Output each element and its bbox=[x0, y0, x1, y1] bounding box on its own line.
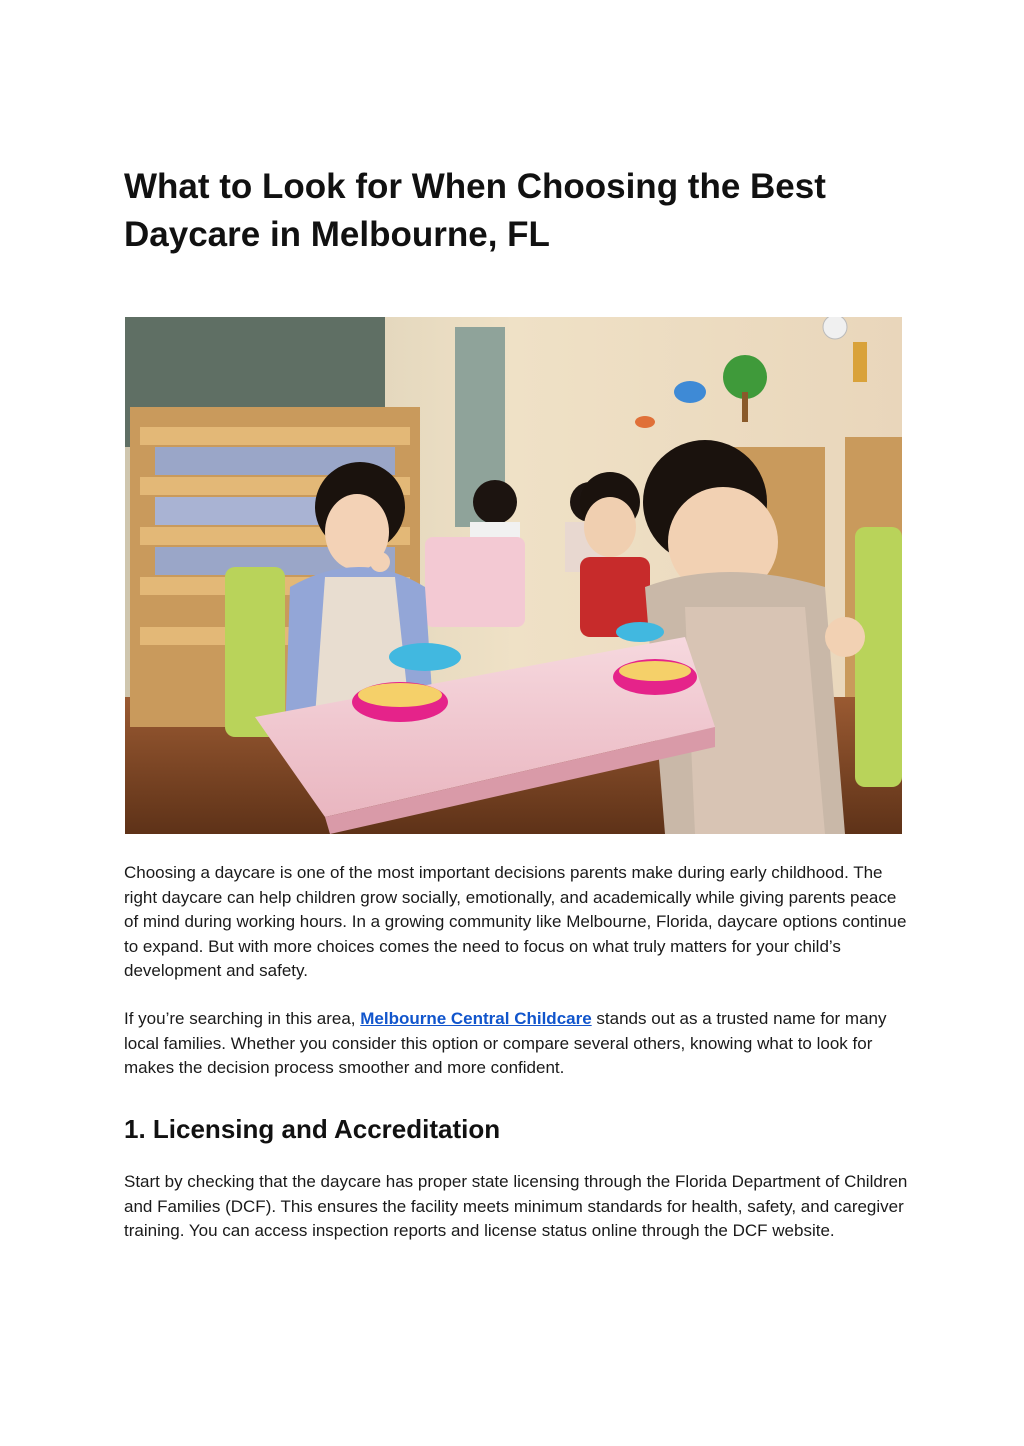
article-title-line1: What to Look for When Choosing the Best bbox=[124, 167, 826, 206]
intro-paragraph: Choosing a daycare is one of the most important decisions parents make during early childhood. The right daycare can help children grow socially, emotionally, and academically while giving parents peace of mind during working hours. In a growing community like Melbourne, Florida, daycare options continue to expand. But with more choices comes the need to focus on what truly matters for your child’s development and safety. bbox=[124, 863, 907, 981]
section-text-licensing: Start by checking that the daycare has proper state licensing through the Florida Department of Children and Families (DCF). This ensures the facility meets minimum standards for health, safety, and caregiver training. You can access inspection reports and license status online through the DCF website. bbox=[124, 1172, 908, 1241]
section-heading-licensing: 1. Licensing and Accreditation bbox=[124, 1114, 501, 1144]
article-title bbox=[124, 163, 914, 259]
article-title-line2: Daycare in Melbourne, FL bbox=[124, 215, 550, 254]
melbourne-central-childcare-link[interactable]: Melbourne Central Childcare bbox=[360, 1009, 592, 1028]
recommendation-paragraph bbox=[124, 1007, 914, 1081]
hero-photo-illustration bbox=[125, 317, 902, 834]
hero-image bbox=[125, 317, 902, 834]
recommendation-text-after: stands out as a trusted name for many local families. Whether you consider this option or compare several others, knowing what to look for makes the decision process smoother and more confident. bbox=[124, 1009, 887, 1078]
recommendation-text-before: If you’re searching in this area, bbox=[124, 1009, 361, 1028]
